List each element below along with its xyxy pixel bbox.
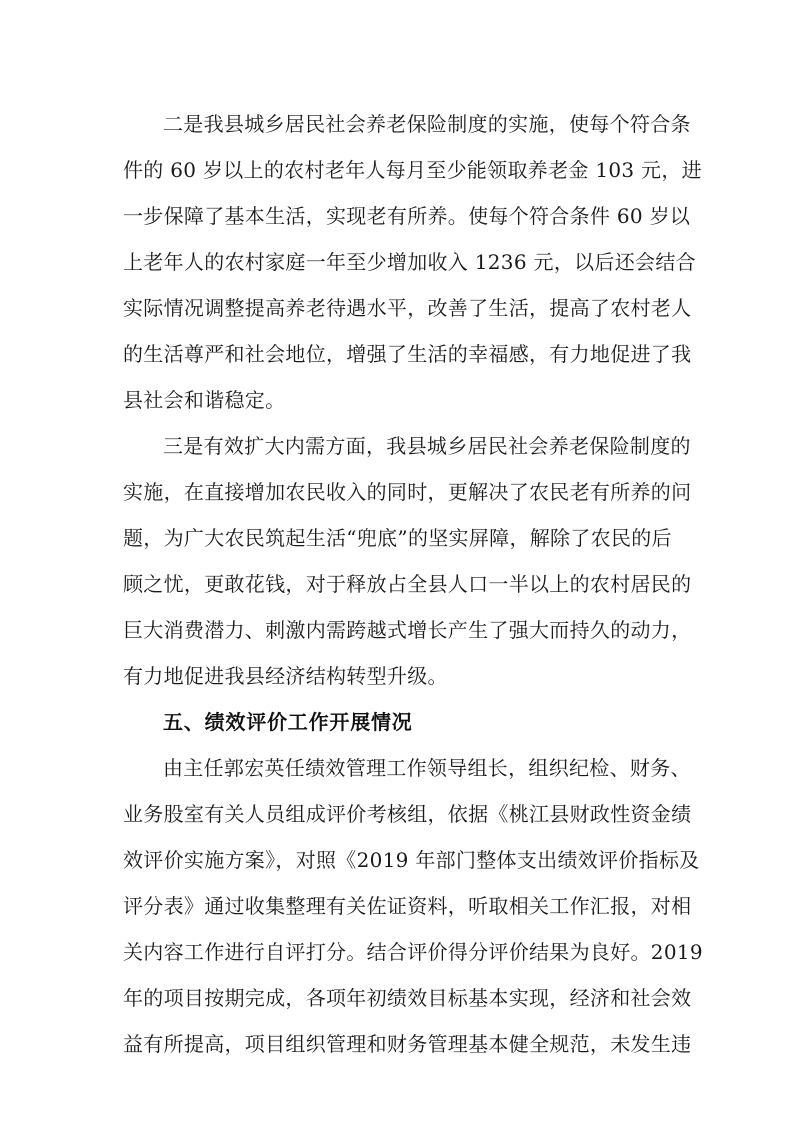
paragraph-line: 的生活尊严和社会地位，增强了生活的幸福感，有力地促进了我 xyxy=(123,342,692,366)
section-heading: 五、绩效评价工作开展情况 xyxy=(163,710,413,734)
paragraph-line: 由主任郭宏英任绩效管理工作领导组长，组织纪检、财务、 xyxy=(163,756,691,780)
paragraph-line: 业务股室有关人员组成评价考核组，依据《桃江县财政性资金绩 xyxy=(123,802,692,826)
paragraph-line: 县社会和谐稳定。 xyxy=(123,388,286,412)
paragraph-line: 上老年人的农村家庭一年至少增加收入 1236 元，以后还会结合 xyxy=(123,250,696,274)
paragraph-line: 三是有效扩大内需方面，我县城乡居民社会养老保险制度的 xyxy=(163,434,691,458)
paragraph-line: 题，为广大农民筑起生活“兜底”的坚实屏障，解除了农民的后 xyxy=(123,526,672,550)
paragraph-line: 评分表》通过收集整理有关佐证资料，听取相关工作汇报，对相 xyxy=(123,894,692,918)
paragraph-line: 顾之忧，更敢花钱，对于释放占全县人口一半以上的农村居民的 xyxy=(123,572,692,596)
paragraph-line: 年的项目按期完成，各项年初绩效目标基本实现，经济和社会效 xyxy=(123,986,692,1010)
paragraph-line: 有力地促进我县经济结构转型升级。 xyxy=(123,664,448,688)
paragraph-line: 益有所提高，项目组织管理和财务管理基本健全规范，未发生违 xyxy=(123,1032,692,1056)
paragraph-line: 实施，在直接增加农民收入的同时，更解决了农民老有所养的问 xyxy=(123,480,692,504)
paragraph-line: 实际情况调整提高养老待遇水平，改善了生活，提高了农村老人 xyxy=(123,296,692,320)
paragraph-line: 关内容工作进行自评打分。结合评价得分评价结果为良好。2019 xyxy=(123,940,703,964)
paragraph-line: 一步保障了基本生活，实现老有所养。使每个符合条件 60 岁以 xyxy=(123,204,691,228)
paragraph-line: 件的 60 岁以上的农村老年人每月至少能领取养老金 103 元，进 xyxy=(123,158,702,182)
paragraph-line: 巨大消费潜力、刺激内需跨越式增长产生了强大而持久的动力， xyxy=(123,618,692,642)
paragraph-line: 效评价实施方案》，对照《2019 年部门整体支出绩效评价指标及 xyxy=(123,848,700,872)
paragraph-line: 二是我县城乡居民社会养老保险制度的实施，使每个符合条 xyxy=(163,112,691,136)
